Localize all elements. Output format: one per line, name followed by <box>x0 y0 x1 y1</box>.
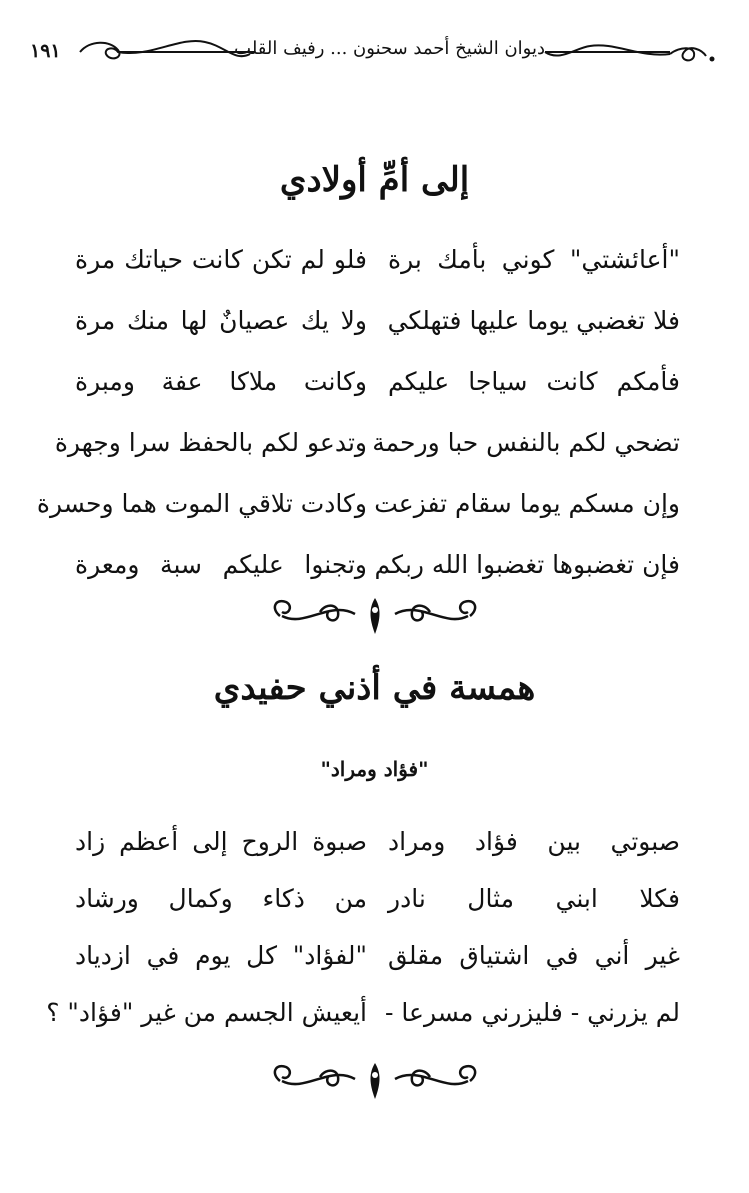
hemistich-left: صبوة الروح إلى أعظم زاد <box>75 827 367 856</box>
verse <box>75 877 680 934</box>
hemistich-right: لم يزرني - فليزرني مسرعا - <box>385 998 680 1027</box>
hemistich-right: صبوتي بين فؤاد ومراد <box>388 827 680 856</box>
ornament-divider <box>260 590 490 640</box>
verse <box>46 991 680 1048</box>
verse <box>75 820 680 877</box>
hemistich-right: وإن مسكم يوما سقام تفزعت <box>374 489 680 518</box>
hemistich-left: وكانت ملاكا عفة ومبرة <box>75 367 367 396</box>
verse <box>36 482 680 543</box>
poem-2-subtitle: "فؤاد ومراد" <box>320 757 429 781</box>
verse <box>75 299 680 360</box>
poem-2 <box>46 820 680 1048</box>
hemistich-right: "أعائشتي" كوني بأمك برة <box>388 245 680 274</box>
poem-1 <box>36 238 680 604</box>
hemistich-left: من ذكاء وكمال ورشاد <box>75 884 367 913</box>
hemistich-right: فلا تغضبي يوما عليها فتهلكي <box>387 306 680 335</box>
verse <box>75 360 680 421</box>
verse <box>54 421 680 482</box>
hemistich-right: فأمكم كانت سياجا عليكم <box>388 367 680 396</box>
poem-2-title: همسة في أذني حفيدي <box>213 668 536 708</box>
hemistich-right: فكلا ابني مثال نادر <box>388 884 680 913</box>
hemistich-right: فإن تغضبوها تغضبوا الله ربكم <box>374 550 680 579</box>
hemistich-left: وتجنوا عليكم سبة ومعرة <box>75 550 367 579</box>
hemistich-left: "لفؤاد" كل يوم في ازدياد <box>75 941 367 970</box>
hemistich-right: غير أني في اشتياق مقلق <box>388 941 680 970</box>
hemistich-left: وتدعو لكم بالحفظ سرا وجهرة <box>54 428 367 457</box>
ornament-divider <box>260 1055 490 1105</box>
verse <box>75 238 680 299</box>
page-header <box>30 28 720 78</box>
page-number: ١٩١ <box>30 40 61 62</box>
verse <box>75 934 680 991</box>
running-title: ديوان الشيخ أحمد سحنون ... رفيف القلب <box>234 38 545 59</box>
hemistich-left: أيعيش الجسم من غير "فؤاد" ؟ <box>46 998 367 1027</box>
hemistich-left: وكادت تلاقي الموت هما وحسرة <box>36 489 367 518</box>
poem-1-title: إلى أمِّ أولادي <box>279 160 470 200</box>
hemistich-right: تضحي لكم بالنفس حبا ورحمة <box>372 428 680 457</box>
hemistich-left: ولا يك عصيانٌ لها منك مرة <box>75 306 367 335</box>
hemistich-left: فلو لم تكن كانت حياتك مرة <box>75 245 367 274</box>
